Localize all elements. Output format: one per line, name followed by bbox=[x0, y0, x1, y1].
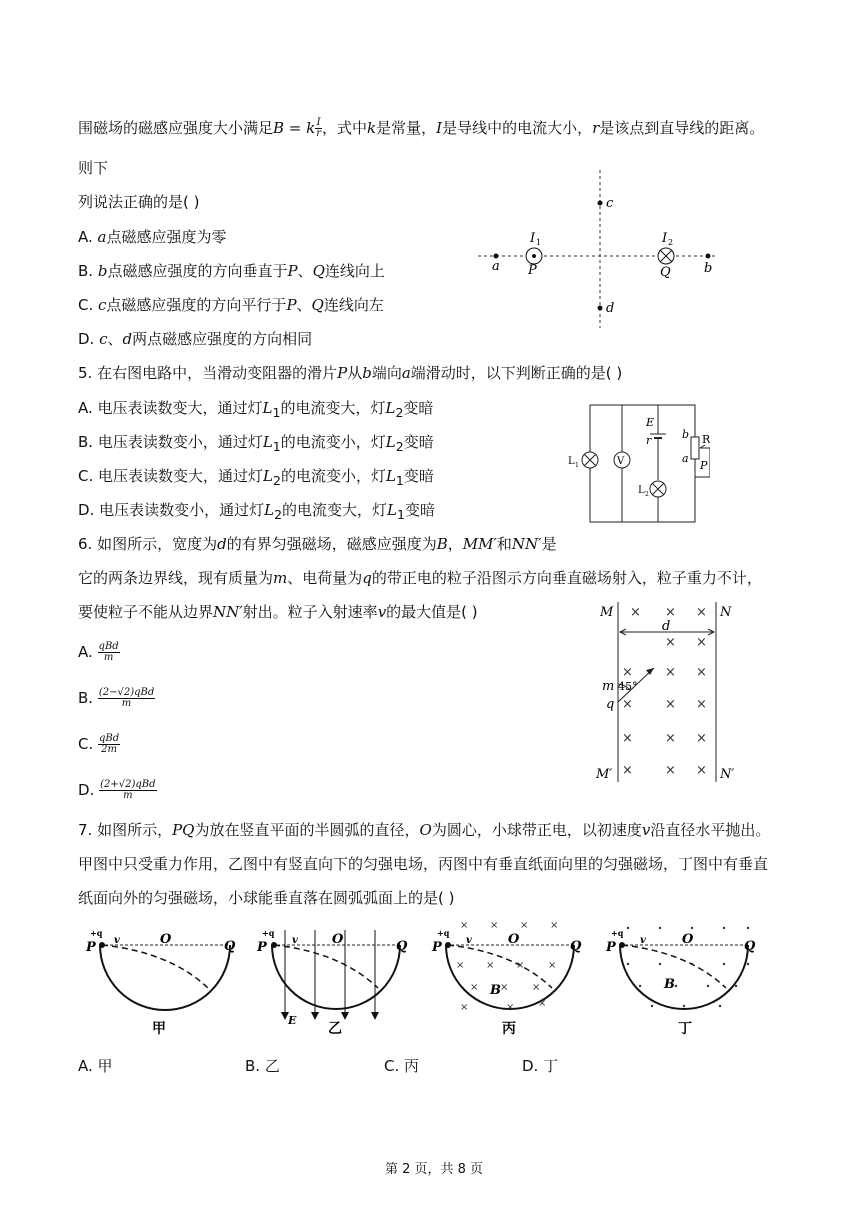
svg-text:×: × bbox=[550, 920, 559, 931]
q4-wires-figure bbox=[478, 170, 728, 330]
svg-text:O: O bbox=[508, 932, 520, 947]
svg-text:×: × bbox=[470, 982, 479, 993]
svg-text:×: × bbox=[538, 998, 547, 1009]
q6-option-d: D. $\frac{\text{(2+√2)qBd}}{m}$ bbox=[78, 779, 156, 801]
svg-text:×: × bbox=[696, 635, 707, 650]
svg-text:P: P bbox=[700, 459, 708, 472]
svg-text:+q: +q bbox=[611, 928, 624, 938]
svg-text:b: b bbox=[682, 428, 690, 441]
svg-text:E: E bbox=[288, 1014, 297, 1027]
q4-option-d: D. c、d两点磁感应强度的方向相同 bbox=[78, 330, 313, 348]
svg-text:×: × bbox=[622, 763, 633, 778]
svg-text:v: v bbox=[292, 935, 298, 946]
svg-text:d: d bbox=[662, 619, 671, 634]
caption-yi: 乙 bbox=[328, 1021, 342, 1037]
q7-option-d: D. 丁 bbox=[522, 1057, 559, 1075]
svg-text:×: × bbox=[696, 763, 707, 778]
svg-text:N′: N′ bbox=[720, 767, 735, 782]
svg-text:+q: +q bbox=[437, 928, 450, 938]
label-d: d bbox=[606, 301, 615, 316]
svg-text:×: × bbox=[486, 960, 495, 971]
svg-text:B: B bbox=[664, 977, 675, 992]
svg-text:r: r bbox=[646, 434, 652, 447]
svg-text:2: 2 bbox=[645, 491, 649, 498]
svg-text:R: R bbox=[702, 433, 710, 446]
q4-option-c: C. c点磁感应强度的方向平行于P、Q连线向左 bbox=[78, 296, 384, 314]
label-a: a bbox=[492, 259, 500, 274]
label-I1: I bbox=[530, 231, 536, 246]
figure-yi bbox=[256, 928, 408, 1037]
q6-stem-line3: 要使粒子不能从边界NN′射出。粒子入射速率v的最大值是( ) bbox=[78, 603, 478, 621]
svg-text:×: × bbox=[548, 960, 557, 971]
svg-text:N: N bbox=[720, 605, 732, 620]
svg-text:×: × bbox=[460, 920, 469, 931]
svg-text:v: v bbox=[114, 935, 120, 946]
svg-text:×: × bbox=[520, 920, 529, 931]
svg-text:45°: 45° bbox=[618, 680, 638, 693]
svg-text:×: × bbox=[456, 960, 465, 971]
label-b: b bbox=[704, 261, 713, 276]
svg-text:M: M bbox=[600, 605, 614, 620]
svg-text:+q: +q bbox=[262, 928, 275, 938]
caption-ding: 丁 bbox=[678, 1021, 692, 1037]
figure-ding bbox=[605, 927, 756, 1037]
svg-text:Q: Q bbox=[744, 939, 756, 954]
svg-text:1: 1 bbox=[575, 462, 579, 469]
svg-text:×: × bbox=[665, 697, 676, 712]
svg-text:×: × bbox=[696, 605, 707, 620]
svg-text:×: × bbox=[630, 605, 641, 620]
svg-text:×: × bbox=[500, 982, 509, 993]
q5-option-c: C. 电压表读数变大，通过灯$L_2$的电流变小，灯$L_1$变暗 bbox=[78, 467, 434, 488]
q4-option-a: A. a点磁感应强度为零 bbox=[78, 228, 227, 246]
svg-text:×: × bbox=[516, 960, 525, 971]
q5-stem: 5. 在右图电路中，当滑动变阻器的滑片P从b端向a端滑动时，以下判断正确的是( ) bbox=[78, 364, 623, 382]
svg-text:×: × bbox=[622, 665, 633, 680]
svg-text:L: L bbox=[638, 485, 645, 496]
svg-text:m: m bbox=[602, 679, 615, 694]
q4-stem-line1: 围磁场的磁感应强度大小满足B = k $\frac{I}{r}$ ，式中k是常量，I是导线中的电流大小，r是该点到直导线的距离。 bbox=[78, 117, 765, 139]
svg-text:×: × bbox=[665, 635, 676, 650]
q7-stem-line2: 甲图中只受重力作用，乙图中有竖直向下的匀强电场，丙图中有垂直纸面向里的匀强磁场，丁图中有垂直 bbox=[78, 855, 769, 873]
q7-option-c: C. 丙 bbox=[384, 1057, 420, 1075]
svg-text:L: L bbox=[568, 456, 575, 467]
q7-figures bbox=[80, 918, 780, 1043]
svg-text:M′: M′ bbox=[596, 767, 613, 782]
q5-option-b: B. 电压表读数变小，通过灯$L_1$的电流变小，灯$L_2$变暗 bbox=[78, 433, 434, 454]
svg-text:×: × bbox=[696, 731, 707, 746]
svg-text:P: P bbox=[432, 940, 442, 955]
svg-text:a: a bbox=[682, 452, 689, 465]
svg-text:×: × bbox=[665, 605, 676, 620]
label-I2-sub: 2 bbox=[668, 238, 674, 247]
q4-stem-line2: 则下 bbox=[78, 159, 109, 177]
q6-stem-line1: 6. 如图所示，宽度为d的有界匀强磁场，磁感应强度为B，MM′和NN′是 bbox=[78, 535, 557, 553]
svg-text:×: × bbox=[460, 1002, 469, 1013]
svg-text:×: × bbox=[665, 731, 676, 746]
caption-bing: 丙 bbox=[502, 1021, 516, 1037]
q5-option-a: A. 电压表读数变大，通过灯$L_1$的电流变大，灯$L_2$变暗 bbox=[78, 399, 434, 420]
svg-text:P: P bbox=[257, 940, 267, 955]
svg-text:Q: Q bbox=[396, 939, 408, 954]
svg-text:v: v bbox=[640, 935, 646, 946]
label-c: c bbox=[606, 196, 614, 211]
svg-text:P: P bbox=[606, 940, 616, 955]
q5-option-d: D. 电压表读数变小，通过灯$L_2$的电流变大，灯$L_1$变暗 bbox=[78, 501, 435, 522]
svg-text:Q: Q bbox=[570, 939, 582, 954]
q4-stem-line3: 列说法正确的是( ) bbox=[78, 193, 200, 211]
svg-text:O: O bbox=[682, 932, 694, 947]
svg-text:E: E bbox=[646, 416, 655, 429]
svg-text:+q: +q bbox=[90, 928, 103, 938]
voltmeter-label: V bbox=[617, 456, 625, 467]
svg-text:v: v bbox=[466, 935, 472, 946]
figure-bing bbox=[431, 920, 582, 1037]
q6-stem-line2: 它的两条边界线，现有质量为m、电荷量为q的带正电的粒子沿图示方向垂直磁场射入，粒子重力不计， bbox=[78, 569, 762, 587]
svg-text:×: × bbox=[665, 763, 676, 778]
formula-fraction: $\frac{I}{r}$ bbox=[316, 117, 322, 139]
svg-text:×: × bbox=[696, 697, 707, 712]
svg-text:×: × bbox=[622, 697, 633, 712]
label-Q: Q bbox=[660, 265, 671, 280]
q6-field-figure bbox=[592, 598, 752, 788]
q6-option-c: C. $\frac{\text{qBd}}{2m}$ bbox=[78, 733, 120, 755]
caption-jia: 甲 bbox=[152, 1021, 166, 1037]
svg-text:B: B bbox=[490, 983, 501, 998]
q7-option-a: A. 甲 bbox=[78, 1057, 113, 1075]
q7-stem-line3: 纸面向外的匀强磁场，小球能垂直落在圆弧弧面上的是( ) bbox=[78, 889, 455, 907]
q6-option-a: A. $\frac{\text{qBd}}{m}$ bbox=[78, 641, 119, 663]
svg-text:O: O bbox=[332, 932, 344, 947]
q5-circuit-figure bbox=[560, 402, 710, 528]
q7-stem-line1: 7. 如图所示，PQ为放在竖直平面的半圆弧的直径，O为圆心，小球带正电，以初速度v沿直径水平抛出。 bbox=[78, 821, 771, 839]
svg-text:×: × bbox=[532, 982, 541, 993]
label-I1-sub: 1 bbox=[536, 238, 542, 247]
figure-jia bbox=[85, 928, 236, 1037]
svg-text:×: × bbox=[696, 665, 707, 680]
label-P: P bbox=[528, 263, 537, 278]
svg-text:×: × bbox=[622, 731, 633, 746]
svg-text:Q: Q bbox=[224, 939, 236, 954]
svg-text:×: × bbox=[665, 665, 676, 680]
page-footer: 第 2 页，共 8 页 bbox=[384, 1162, 484, 1177]
label-I2: I bbox=[662, 231, 668, 246]
svg-text:×: × bbox=[506, 1002, 515, 1013]
q7-option-b: B. 乙 bbox=[245, 1057, 280, 1075]
svg-text:q: q bbox=[606, 697, 615, 712]
q6-option-b: B. $\frac{\text{(2−√2)qBd}}{m}$ bbox=[78, 687, 155, 709]
svg-text:P: P bbox=[86, 940, 96, 955]
svg-text:×: × bbox=[490, 920, 499, 931]
q4-option-b: B. b点磁感应强度的方向垂直于P、Q连线向上 bbox=[78, 262, 385, 280]
svg-text:O: O bbox=[160, 932, 172, 947]
